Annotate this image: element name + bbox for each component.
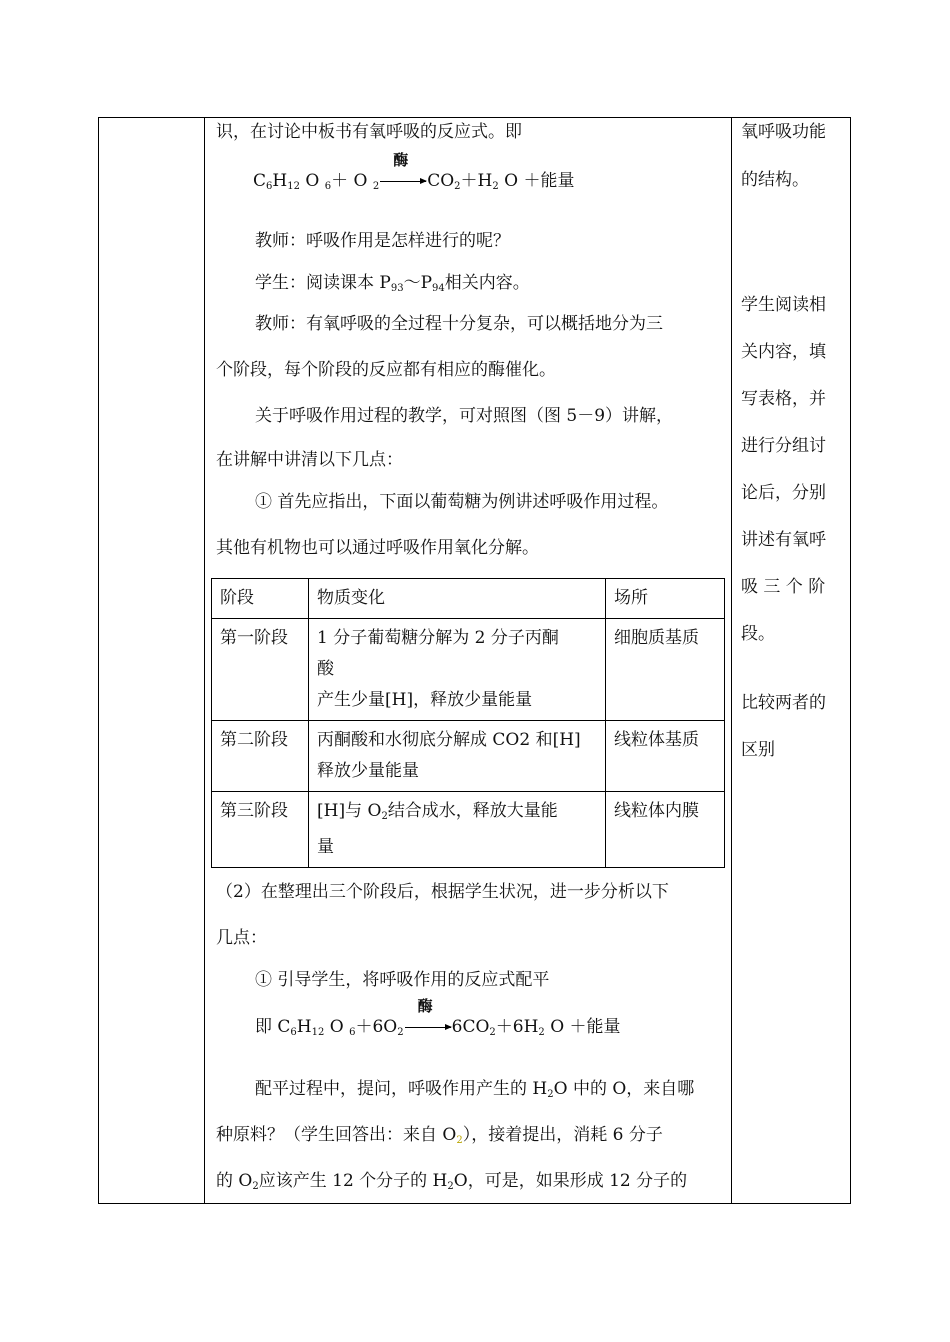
right-note: 的结构。: [741, 170, 809, 190]
text-line: 配平过程中，提问，呼吸作用产生的 $H_2O$ 中的 O，来自哪: [255, 1079, 695, 1100]
text-line: 学生：阅读课本 $P_{93}\sim P_{94}$相关内容。: [255, 273, 530, 294]
right-note: 氧呼吸功能: [741, 122, 826, 142]
text-line: 个阶段，每个阶段的反应都有相应的酶催化。: [216, 360, 556, 380]
column-divider-2: [731, 117, 732, 1204]
reaction-equation-2: 即 $C_6H_{12}$ O $_6+6O_2$ 酶 $6CO_2+6H_2$ O ＋能量: [255, 997, 621, 1038]
table-row: [212, 792, 725, 868]
text-line: （2）在整理出三个阶段后，根据学生状况，进一步分析以下: [216, 882, 669, 902]
text-line: 的 $O_2$应该产生 12 个分子的 $H_2O$，可是，如果形成 12 分子的: [216, 1171, 688, 1192]
table-cell: 线粒体内膜: [606, 792, 725, 868]
table-cell: [H]与 $O_2$结合成水，释放大量能 量: [309, 792, 606, 868]
text-line: 种原料？（学生回答出：来自 $O_2$），接着提出，消耗 6 分子: [216, 1125, 663, 1146]
table-header-row: [212, 579, 725, 619]
table-cell: 第三阶段: [212, 792, 309, 868]
table-cell: 线粒体基质: [606, 721, 725, 792]
table-cell: 丙酮酸和水彻底分解成 CO2 和[H] 释放少量能量: [309, 721, 606, 792]
respiration-stage-table: [211, 578, 725, 868]
right-note: 论后，分别: [741, 483, 826, 503]
right-note: 吸 三 个 阶: [741, 577, 826, 597]
table-cell: 第一阶段: [212, 619, 309, 721]
table-cell: 第二阶段: [212, 721, 309, 792]
column-divider-1: [204, 117, 205, 1204]
enzyme-arrow: 酶: [404, 1019, 452, 1036]
right-note: 段。: [741, 624, 775, 644]
table-row: [212, 721, 725, 792]
right-note: 关内容，填: [741, 342, 826, 362]
right-note: 学生阅读相: [741, 295, 826, 315]
text-line: 识，在讨论中板书有氧呼吸的反应式。即: [216, 122, 522, 142]
text-line: 在讲解中讲清以下几点：: [216, 450, 403, 470]
right-note: 写表格，并: [741, 389, 826, 409]
right-note: 进行分组讨: [741, 436, 826, 456]
table-header-cell: 场所: [606, 579, 725, 619]
text-line: 教师：有氧呼吸的全过程十分复杂，可以概括地分为三: [255, 314, 663, 334]
text-line: ① 首先应指出，下面以葡萄糖为例讲述呼吸作用过程。: [255, 492, 669, 512]
right-note: 区别: [741, 740, 775, 760]
text-line: 教师：呼吸作用是怎样进行的呢？: [255, 231, 510, 251]
text-line: 其他有机物也可以通过呼吸作用氧化分解。: [216, 538, 539, 558]
table-header-cell: 物质变化: [309, 579, 606, 619]
text-line: ① 引导学生，将呼吸作用的反应式配平: [255, 970, 550, 990]
table-header-cell: 阶段: [212, 579, 309, 619]
table-cell: 1 分子葡萄糖分解为 2 分子丙酮 酸 产生少量[H]，释放少量能量: [309, 619, 606, 721]
text-line: 几点：: [216, 928, 267, 948]
right-note: 讲述有氧呼: [741, 530, 826, 550]
table-cell: 细胞质基质: [606, 619, 725, 721]
right-note: 比较两者的: [741, 693, 826, 713]
table-row: [212, 619, 725, 721]
enzyme-arrow: 酶: [379, 173, 427, 190]
text-line: 关于呼吸作用过程的教学，可对照图（图 5－9）讲解，: [255, 406, 674, 426]
reaction-equation-1: $C_6H_{12}$ O $_6$＋ O $_2$ 酶 $CO_2+H_2$ O ＋能量: [253, 151, 575, 192]
